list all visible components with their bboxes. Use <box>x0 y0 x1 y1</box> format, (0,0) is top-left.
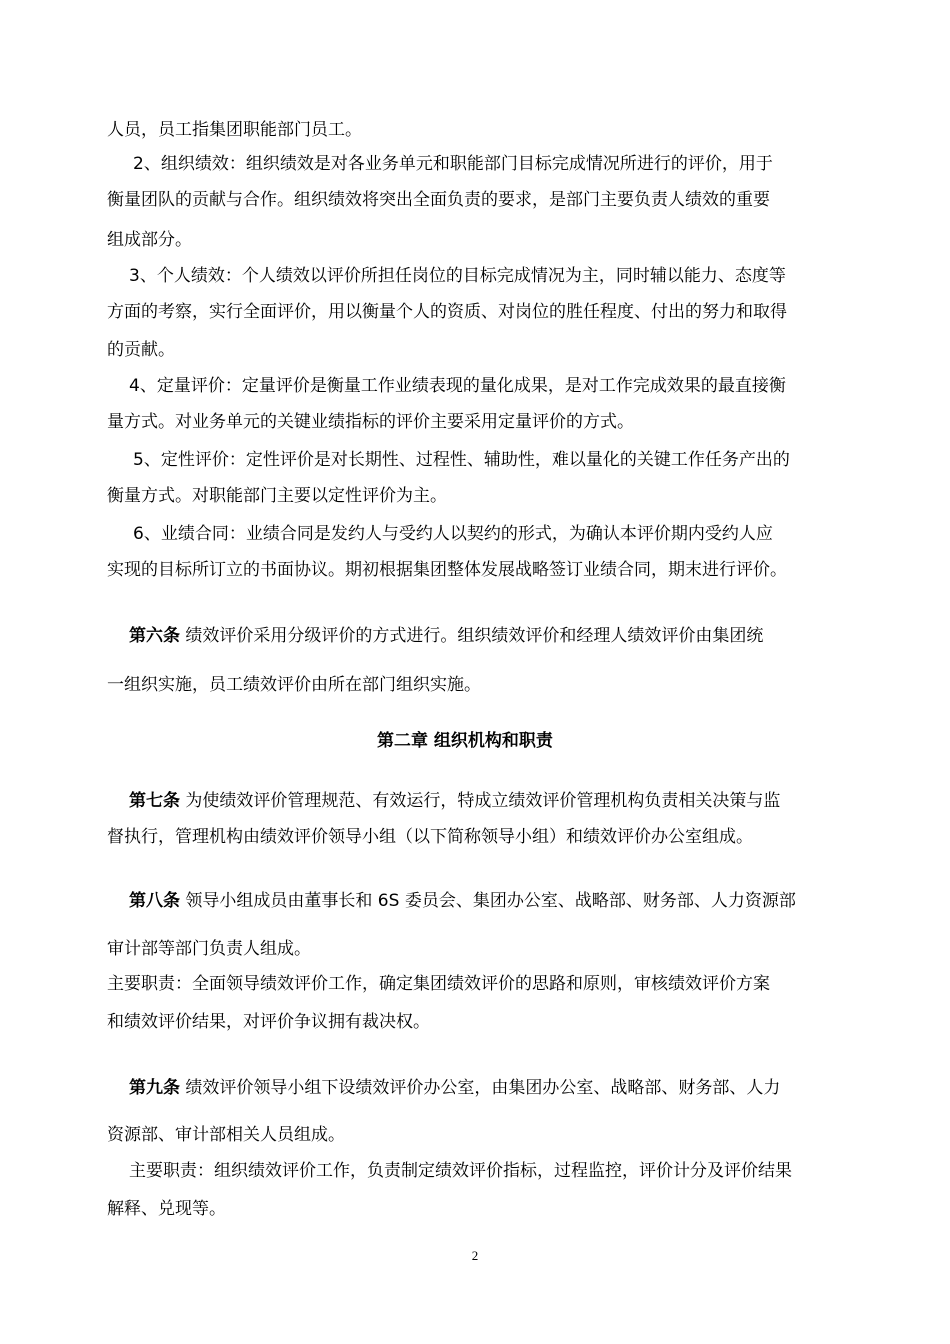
article-7 <box>129 789 780 813</box>
article-label: 第七条 <box>129 791 180 811</box>
body-line: 人员，员工指集团职能部门员工。 <box>107 120 362 140</box>
body-line: 6、业绩合同：业绩合同是发约人与受约人以契约的形式，为确认本评价期内受约人应 <box>133 524 773 544</box>
body-line: 和绩效评价结果，对评价争议拥有裁决权。 <box>107 1012 430 1032</box>
body-line: 审计部等部门负责人组成。 <box>107 939 311 959</box>
body-line: 衡量团队的贡献与合作。组织绩效将突出全面负责的要求，是部门主要负责人绩效的重要 <box>107 190 770 210</box>
article-text: 绩效评价领导小组下设绩效评价办公室，由集团办公室、战略部、财务部、人力 <box>180 1078 781 1098</box>
article-label: 第八条 <box>129 891 180 911</box>
article-label: 第六条 <box>129 626 180 646</box>
body-line: 资源部、审计部相关人员组成。 <box>107 1125 345 1145</box>
article-text: 绩效评价采用分级评价的方式进行。组织绩效评价和经理人绩效评价由集团统 <box>180 626 764 646</box>
body-line: 主要职责：组织绩效评价工作，负责制定绩效评价指标，过程监控，评价计分及评价结果 <box>129 1161 792 1181</box>
body-line: 量方式。对业务单元的关键业绩指标的评价主要采用定量评价的方式。 <box>107 412 634 432</box>
article-6 <box>129 624 763 648</box>
body-line: 方面的考察，实行全面评价，用以衡量个人的资质、对岗位的胜任程度、付出的努力和取得 <box>107 302 787 322</box>
body-line: 实现的目标所订立的书面协议。期初根据集团整体发展战略签订业绩合同，期末进行评价。 <box>107 560 787 580</box>
body-line: 一组织实施，员工绩效评价由所在部门组织实施。 <box>107 675 481 695</box>
article-9 <box>129 1076 780 1100</box>
page-number: 2 <box>471 1248 479 1263</box>
chapter-heading: 第二章 组织机构和职责 <box>377 731 553 751</box>
body-line: 2、组织绩效：组织绩效是对各业务单元和职能部门目标完成情况所进行的评价，用于 <box>133 154 773 174</box>
body-line: 4、定量评价：定量评价是衡量工作业绩表现的量化成果，是对工作完成效果的最直接衡 <box>129 376 786 396</box>
body-line: 主要职责：全面领导绩效评价工作，确定集团绩效评价的思路和原则，审核绩效评价方案 <box>107 974 770 994</box>
body-line: 的贡献。 <box>107 340 175 360</box>
article-label: 第九条 <box>129 1078 180 1098</box>
body-line: 组成部分。 <box>107 230 192 250</box>
article-text: 领导小组成员由董事长和 6S 委员会、集团办公室、战略部、财务部、人力资源部 <box>180 891 796 911</box>
body-line: 督执行，管理机构由绩效评价领导小组（以下简称领导小组）和绩效评价办公室组成。 <box>107 827 753 847</box>
article-text: 为使绩效评价管理规范、有效运行，特成立绩效评价管理机构负责相关决策与监 <box>180 791 781 811</box>
body-line: 衡量方式。对职能部门主要以定性评价为主。 <box>107 486 447 506</box>
article-8 <box>129 889 796 913</box>
body-line: 3、个人绩效：个人绩效以评价所担任岗位的目标完成情况为主，同时辅以能力、态度等 <box>129 266 786 286</box>
body-line: 解释、兑现等。 <box>107 1199 226 1219</box>
body-line: 5、定性评价：定性评价是对长期性、过程性、辅助性，难以量化的关键工作任务产出的 <box>133 450 790 470</box>
